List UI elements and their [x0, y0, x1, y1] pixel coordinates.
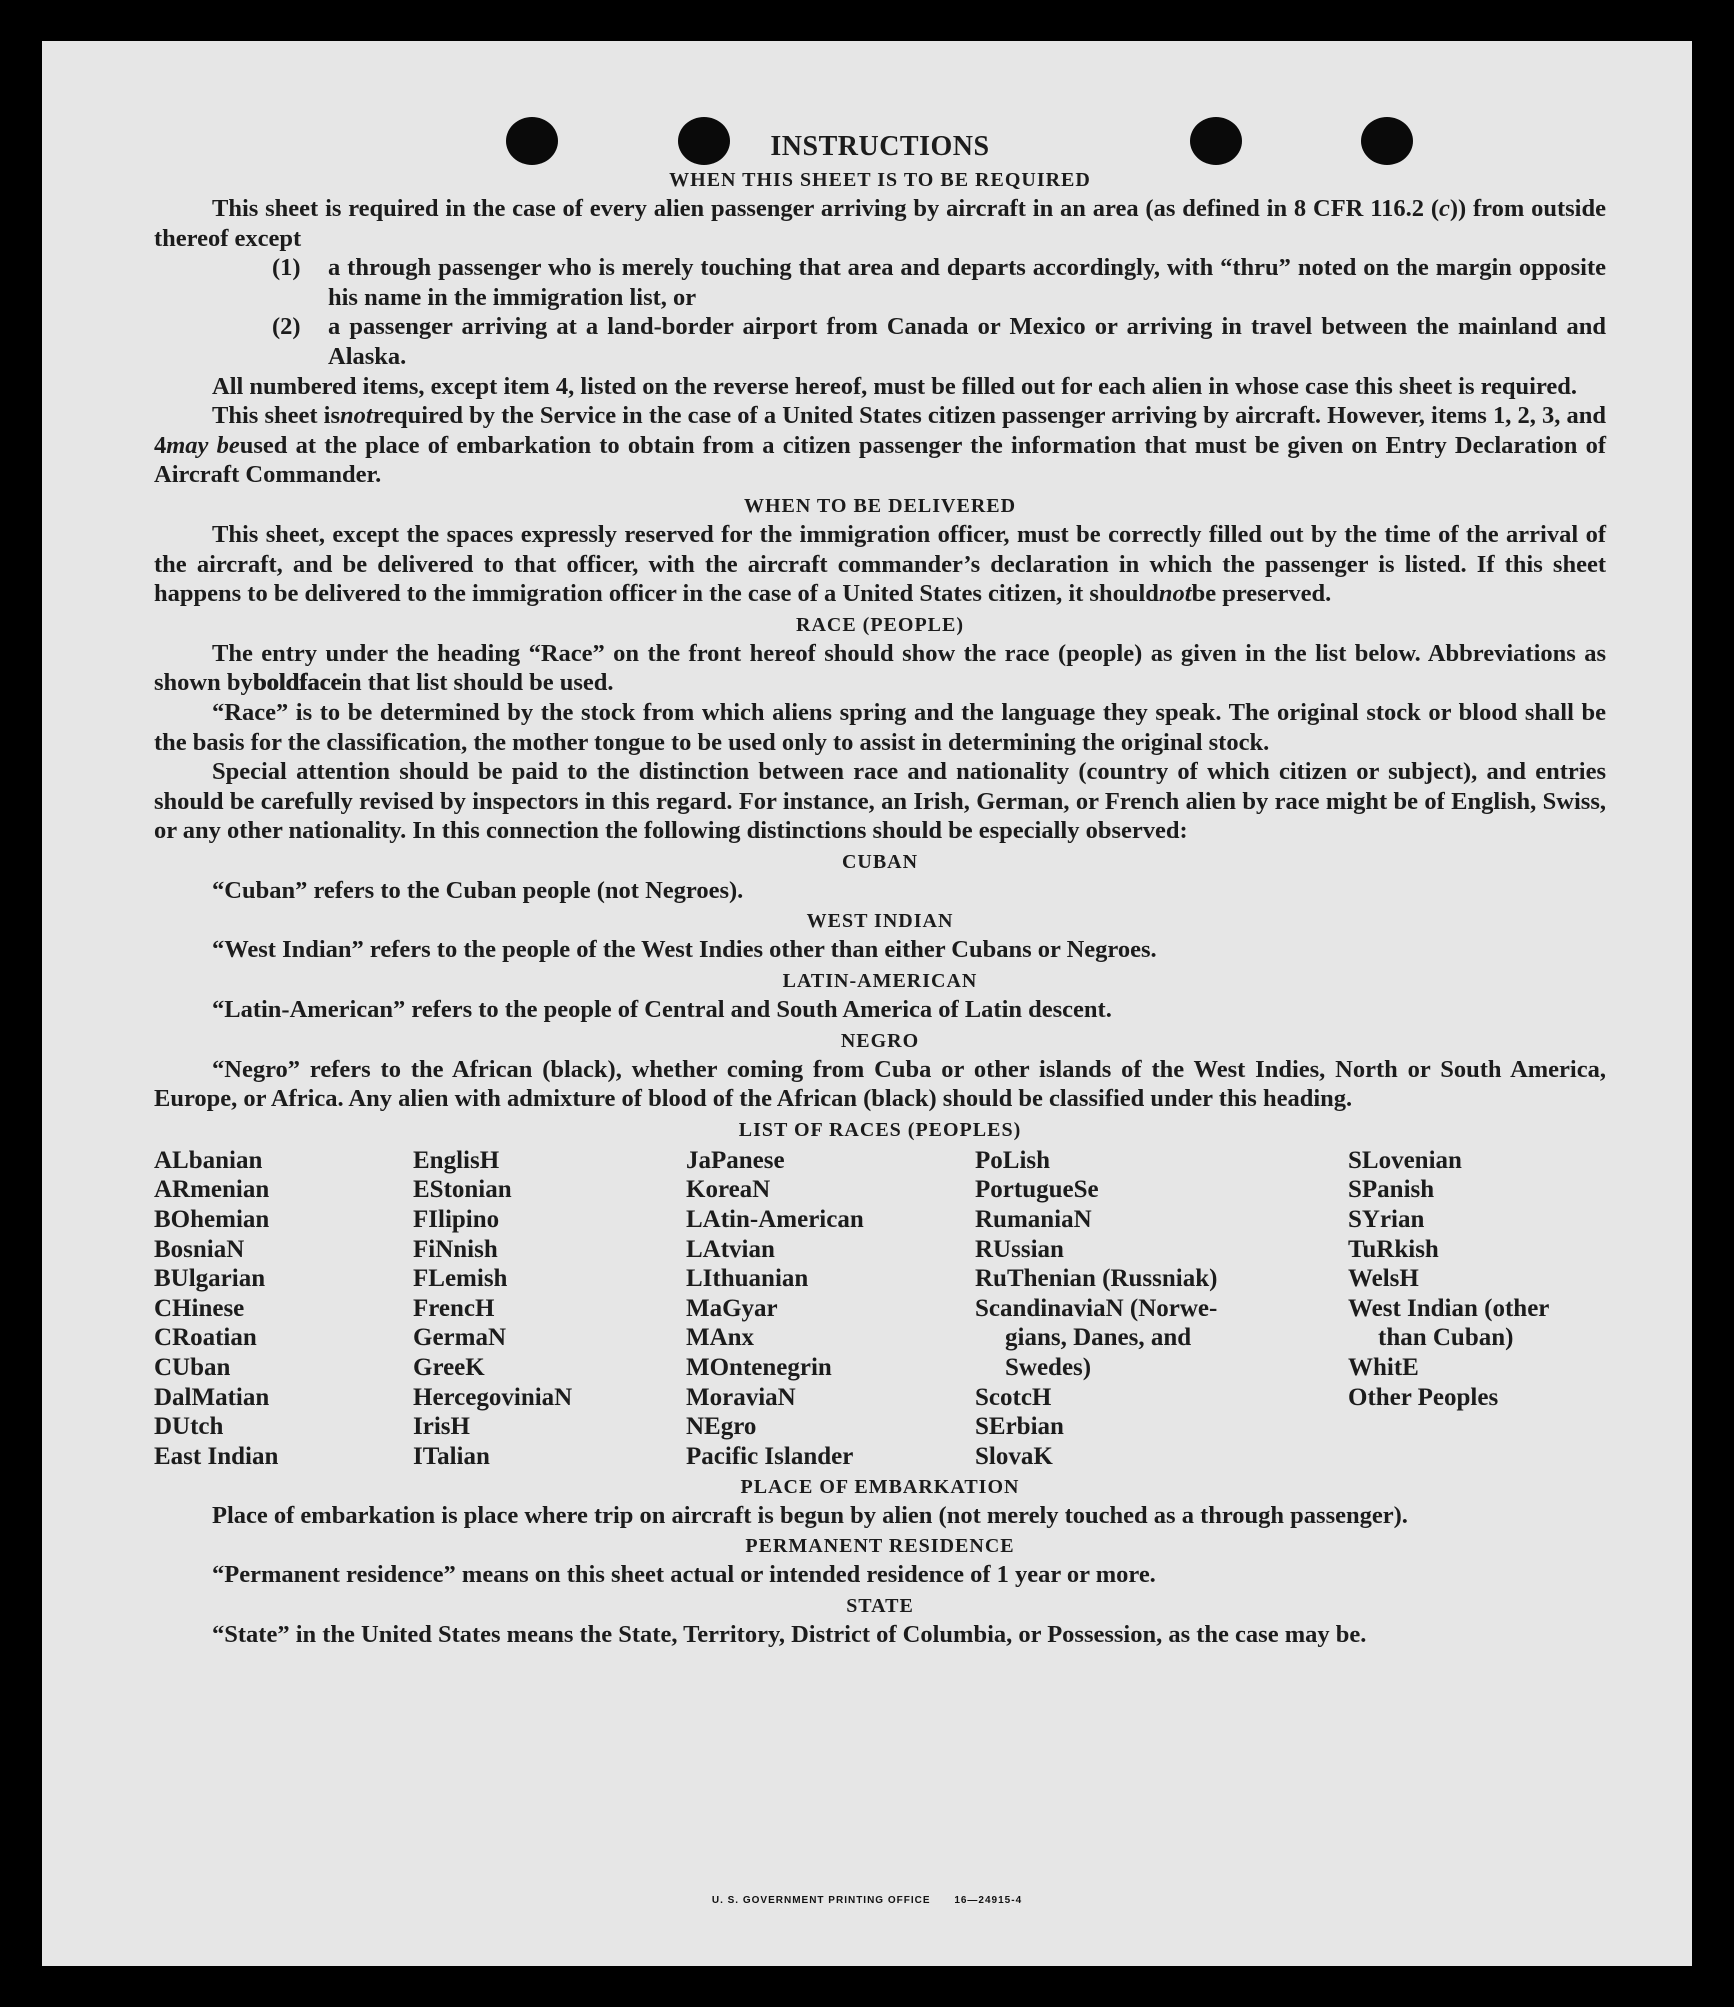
text-run: “Race” is to be determined by the stock from which aliens spring and the language they speak. The original stock or blood shall be the basis for the classification, the mother tongue to be used only to assist in determining the original stock.	[154, 698, 1606, 756]
race-entry: MaGyar	[686, 1294, 778, 1322]
race-entry: SLovenian	[1348, 1146, 1462, 1174]
race-entry: MOntenegrin	[686, 1354, 832, 1381]
numbered-item	[154, 312, 1606, 371]
paragraph	[154, 372, 1606, 402]
text-run: “State” in the United States means the State, Territory, District of Columbia, or Possession, as the case may be.	[212, 1621, 1367, 1649]
race-entry: ALbanian	[154, 1146, 263, 1174]
text-run: This sheet is required in the case of every alien passenger arriving by aircraft in an area (as defined in 8 CFR 116.2 (	[212, 195, 1439, 222]
text-run: “Permanent residence” means on this sheet actual or intended residence of 1 year or more.	[212, 1561, 1156, 1589]
section-heading: WHEN THIS SHEET IS TO BE REQUIRED	[669, 169, 1091, 191]
section-heading: CUBAN	[841, 850, 919, 873]
race-entry: SPanish	[1348, 1176, 1435, 1204]
race-entry: EStonian	[413, 1176, 512, 1204]
text-run: Place of embarkation is place where trip on aircraft is begun by alien (not merely touched as a through passenger).	[212, 1501, 1408, 1529]
text-run: )) from outside thereof except	[154, 195, 1606, 252]
race-list-column	[413, 1146, 572, 1472]
race-entry: TuRkish	[1348, 1235, 1439, 1263]
emphasis-text: c	[1438, 195, 1450, 222]
text-run: “Latin-American” refers to the people of Central and South America of Latin descent.	[212, 996, 1112, 1024]
emphasis-text: may be	[166, 431, 240, 459]
text-run: be preserved.	[1191, 580, 1332, 608]
paragraph	[154, 401, 1606, 490]
race-entry: FrencH	[413, 1294, 495, 1322]
paragraph	[154, 1560, 1606, 1590]
section-heading: LIST OF RACES (PEOPLES)	[738, 1118, 1022, 1141]
item-number: (2)	[272, 313, 301, 341]
race-entry: WelsH	[1348, 1265, 1419, 1293]
race-list-column	[1348, 1146, 1549, 1412]
section-heading: WHEN TO BE DELIVERED	[743, 494, 1017, 517]
paragraph	[154, 757, 1606, 846]
race-entry: JaPanese	[686, 1146, 785, 1174]
paragraph	[154, 520, 1606, 609]
race-entry: HercegoviniaN	[413, 1383, 573, 1411]
race-list-column	[154, 1146, 278, 1472]
section-heading: PLACE OF EMBARKATION	[740, 1475, 1020, 1498]
paragraph	[154, 194, 1606, 253]
race-entry: DUtch	[154, 1413, 224, 1441]
text-run: “West Indian” refers to the people of the West Indies other than either Cubans or Negroes.	[212, 936, 1157, 964]
race-entry: BUlgarian	[154, 1265, 266, 1293]
paragraph	[154, 698, 1606, 757]
race-entry: SErbian	[975, 1413, 1064, 1441]
race-entry: WhitE	[1348, 1354, 1419, 1381]
printer-imprint: U. S. GOVERNMENT PRINTING OFFICE	[711, 1895, 931, 1906]
race-entry: NEgro	[686, 1413, 757, 1441]
race-list	[154, 1146, 1606, 1471]
footer	[0, 1895, 1734, 1906]
paragraph	[154, 876, 1606, 906]
race-entry: LIthuanian	[686, 1265, 809, 1293]
race-entry: GermaN	[413, 1324, 507, 1352]
race-entry: Pacific Islander	[686, 1442, 854, 1470]
emphasis-text: not	[340, 402, 373, 430]
text-run: The entry under the heading “Race” on the front hereof should show the race (people) as given in the list below. Abbreviations as shown by	[154, 639, 1606, 697]
emphasis-text: not	[1158, 580, 1192, 608]
text-run: This sheet, except the spaces expressly reserved for the immigration officer, must be correctly filled out by the time of the arrival of the aircraft, and be delivered to that officer, with the aircraft commander’s declaration in which the passenger is listed. If this sheet happens to be delivered to the immigration officer in the case of a United States citizen, it should	[154, 520, 1606, 608]
race-entry: FIlipino	[413, 1206, 500, 1234]
paragraph	[154, 639, 1606, 698]
race-list-column	[975, 1146, 1217, 1472]
race-entry: DalMatian	[154, 1383, 270, 1411]
paragraph	[154, 1055, 1606, 1114]
race-entry: EnglisH	[413, 1146, 500, 1174]
race-entry: KoreaN	[686, 1176, 771, 1204]
race-entry: ARmenian	[154, 1176, 270, 1204]
race-entry: FiNnish	[413, 1235, 498, 1263]
race-entry: than Cuban)	[1378, 1324, 1514, 1352]
text-run: used at the place of embarkation to obtain from a citizen passenger the information that must be given on Entry Declaration of Aircraft Commander.	[154, 431, 1606, 489]
section-heading: RACE (PEOPLE)	[796, 613, 964, 636]
race-entry: PoLish	[975, 1146, 1051, 1174]
text-run: a passenger arriving at a land-border airport from Canada or Mexico or arriving in travel between the mainland and Alaska.	[328, 313, 1606, 370]
form-number: 16—24915-4	[954, 1895, 1023, 1906]
race-entry: PortugueSe	[975, 1176, 1099, 1204]
section-heading: WEST INDIAN	[806, 910, 954, 933]
text-run: required by the Service in the case of a United States citizen passenger arriving by aircraft. However, items 1, 2, 3, and 4	[154, 402, 1606, 459]
race-entry: SlovaK	[975, 1442, 1053, 1470]
paragraph	[154, 935, 1606, 965]
section-heading: NEGRO	[840, 1029, 920, 1052]
text-run: boldface	[252, 669, 342, 697]
item-number: (1)	[272, 254, 301, 282]
text-run: in that list should be used.	[341, 669, 614, 697]
section-heading: STATE	[846, 1595, 914, 1618]
race-list-column	[686, 1146, 864, 1472]
text-run: “Cuban” refers to the Cuban people (not Negroes).	[212, 876, 744, 904]
text-run: a through passenger who is merely touching that area and departs accordingly, with “thru” noted on the margin opposite his name in the immigration list, or	[328, 254, 1606, 311]
numbered-item	[154, 253, 1606, 312]
race-entry: Swedes)	[1005, 1354, 1092, 1381]
race-entry: CUban	[154, 1354, 231, 1381]
race-entry: RuThenian (Russniak)	[975, 1265, 1218, 1293]
text-run: All numbered items, except item 4, listed on the reverse hereof, must be filled out for each alien in whose case this sheet is required.	[212, 372, 1578, 400]
text-run: This sheet is	[212, 402, 340, 430]
text-run: “Negro” refers to the African (black), whether coming from Cuba or other islands of the West Indies, North or South America, Europe, or Africa. Any alien with admixture of blood of the African (black) should be classified under this heading.	[154, 1055, 1606, 1113]
instructions-body	[154, 130, 1606, 1650]
race-entry: RumaniaN	[975, 1206, 1092, 1234]
race-entry: LAtin-American	[686, 1206, 864, 1234]
race-entry: FLemish	[413, 1265, 508, 1293]
race-entry: BosniaN	[154, 1235, 245, 1263]
race-entry: East Indian	[154, 1442, 279, 1470]
race-entry: ITalian	[413, 1442, 490, 1470]
race-entry: IrisH	[413, 1413, 470, 1441]
paragraph	[154, 1501, 1606, 1531]
page-title: INSTRUCTIONS	[770, 131, 990, 162]
section-heading: PERMANENT RESIDENCE	[745, 1535, 1015, 1558]
section-heading: LATIN-AMERICAN	[782, 970, 978, 993]
race-entry: BOhemian	[154, 1206, 270, 1234]
text-run: Special attention should be paid to the distinction between race and nationality (country of which citizen or subject), and entries should be carefully revised by inspectors in this regard. For instance, an Irish, German, or French alien by race might be of English, Swiss, or any other nationality. In this connection the following distinctions should be especially observed:	[154, 758, 1606, 845]
race-entry: ScotcH	[975, 1383, 1052, 1411]
race-entry: Other Peoples	[1348, 1383, 1499, 1411]
race-entry: MoraviaN	[686, 1383, 796, 1411]
race-entry: CRoatian	[154, 1324, 257, 1352]
race-entry: GreeK	[413, 1354, 485, 1381]
race-entry: gians, Danes, and	[1005, 1324, 1192, 1352]
paragraph	[154, 995, 1606, 1025]
race-entry: ScandinaviaN (Norwe-	[975, 1294, 1218, 1322]
race-entry: SYrian	[1348, 1206, 1425, 1234]
paragraph	[154, 1620, 1606, 1650]
race-entry: LAtvian	[686, 1235, 775, 1263]
race-entry: CHinese	[154, 1294, 245, 1322]
race-entry: MAnx	[686, 1324, 755, 1352]
race-entry: RUssian	[975, 1235, 1064, 1263]
race-entry: West Indian (other	[1348, 1294, 1550, 1322]
